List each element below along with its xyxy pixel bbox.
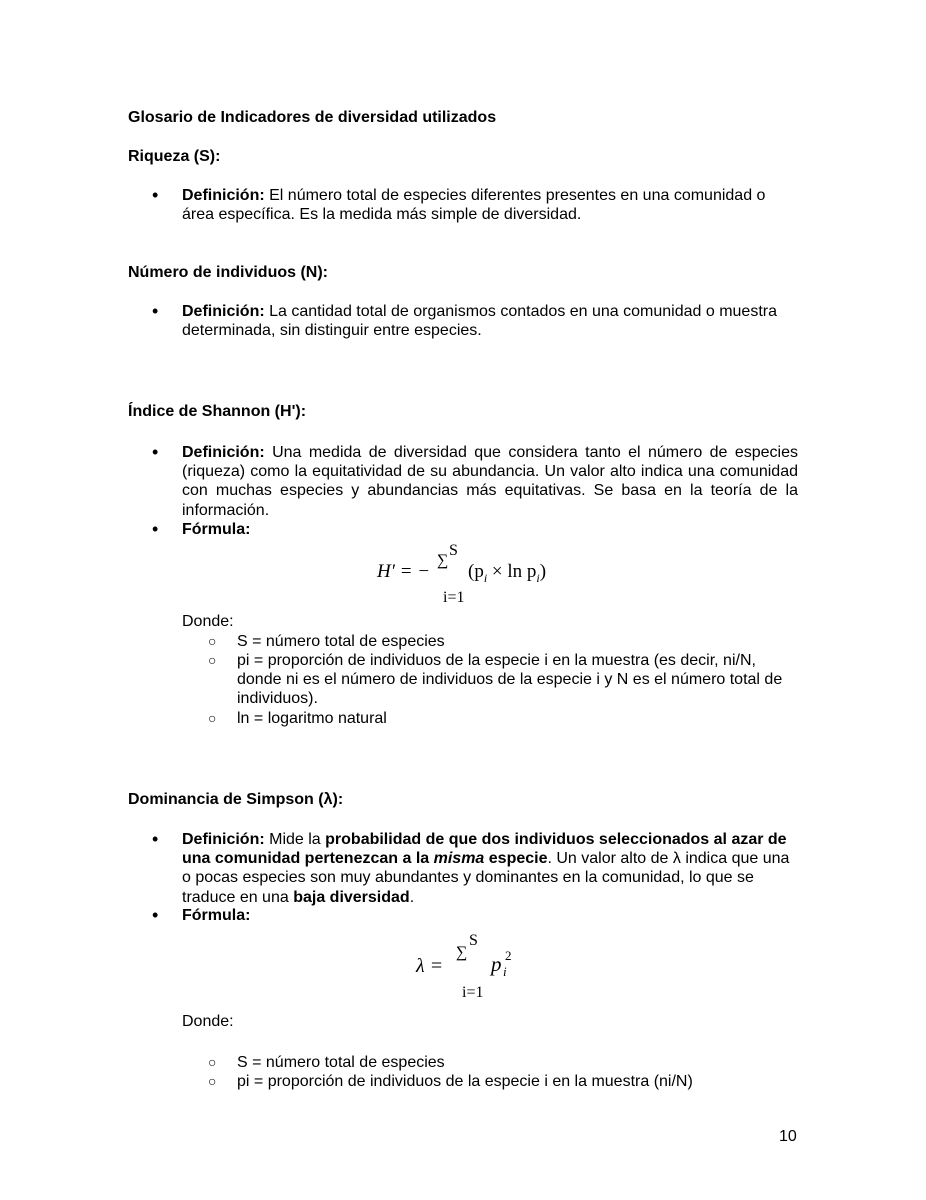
bullet-icon: •: [152, 519, 159, 539]
riqueza-heading: Riqueza (S):: [128, 148, 221, 165]
document-title: Glosario de Indicadores de diversidad utilizados: [128, 109, 497, 126]
circle-bullet-icon: ○: [208, 1073, 217, 1089]
superscript-2: 2: [505, 948, 512, 963]
simpson-item: S = número total de especies: [237, 1054, 445, 1071]
donde-label: Donde:: [182, 1013, 234, 1030]
formula-label: Fórmula:: [182, 521, 251, 538]
riqueza-definition: [182, 186, 798, 224]
definition-label: Definición:: [182, 831, 265, 848]
sum-upper-limit: S: [469, 932, 478, 949]
simpson-item: pi = proporción de individuos de la especie i en la muestra (ni/N): [237, 1073, 693, 1090]
bullet-icon: •: [152, 829, 159, 849]
summation-icon: ∑: [437, 552, 449, 569]
circle-bullet-icon: ○: [208, 710, 217, 726]
shannon-definition: [182, 443, 798, 520]
shannon-formula-body: $(p_i \times \ln p_i)$: [468, 561, 547, 585]
shannon-item: ln = logaritmo natural: [237, 710, 387, 727]
simpson-definition: Definición: Mide la probabilidad de que dos individuos seleccionados al azar de una comunidad pertenezcan a la misma especie. Un valor alto de λ indica que una o pocas especies son muy abundantes y dominantes en la comunidad, lo que se traduce en una baja diversidad.: [182, 831, 790, 906]
numero-definition: [182, 302, 798, 340]
sum-lower-limit: i=1: [443, 589, 465, 606]
subscript-i: i: [503, 964, 507, 979]
shannon-heading: Índice de Shannon (H'):: [128, 403, 307, 420]
bullet-icon: •: [152, 301, 159, 321]
shannon-item: S = número total de especies: [237, 633, 445, 650]
numero-heading: Número de individuos (N):: [128, 264, 328, 281]
definition-text: El número total de especies diferentes presentes en una comunidad o área específica. Es la medida más simple de diversidad.: [182, 187, 766, 224]
bullet-icon: •: [152, 442, 159, 462]
definition-text: La cantidad total de organismos contados en una comunidad o muestra determinada, sin distinguir entre especies.: [182, 303, 777, 340]
circle-bullet-icon: ○: [208, 652, 217, 668]
definition-label: Definición:: [182, 303, 265, 320]
definition-text: Una medida de diversidad que considera tanto el número de especies (riqueza) como la equitatividad de su abundancia. Un valor alto indica una comunidad con muchas especies y abundancias más equitativas. Se basa en la teoría de la información.: [182, 444, 798, 519]
sum-lower-limit: i=1: [462, 984, 484, 1001]
bullet-icon: •: [152, 185, 159, 205]
simpson-heading: Dominancia de Simpson (λ):: [128, 791, 344, 808]
circle-bullet-icon: ○: [208, 633, 217, 649]
shannon-formula-lhs: H′ = −: [377, 561, 431, 582]
page-number: 10: [779, 1128, 797, 1145]
circle-bullet-icon: ○: [208, 1054, 217, 1070]
summation-icon: ∑: [456, 944, 468, 961]
bullet-icon: •: [152, 905, 159, 925]
sum-upper-limit: S: [449, 542, 458, 559]
simpson-formula-lhs: λ =: [416, 955, 444, 977]
simpson-formula-body: p: [491, 952, 502, 976]
definition-label: Definición:: [182, 187, 265, 204]
donde-label: Donde:: [182, 613, 234, 630]
shannon-item: pi = proporción de individuos de la especie i en la muestra (es decir, ni/N, donde ni es el número de individuos de la especie i y N es el número total de individuos).: [237, 652, 783, 708]
definition-label: Definición:: [182, 444, 265, 461]
formula-label: Fórmula:: [182, 907, 251, 924]
